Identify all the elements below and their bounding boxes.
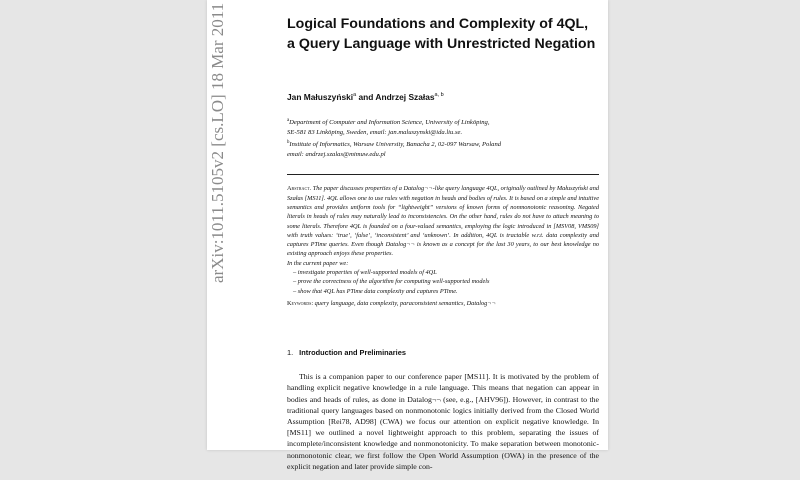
keywords [287, 299, 599, 308]
keywords-value: query language, data complexity, paraconsistent semantics, Datalog¬¬ [313, 299, 496, 307]
list-item: – show that 4QL has PTime data complexity and captures PTime. [293, 287, 599, 296]
list-item: – investigate properties of well-supported models of 4QL [293, 268, 599, 277]
paper-page [207, 0, 608, 471]
affil-b-line-2: email: andrzej.szalas@mimuw.edu.pl [287, 151, 386, 159]
title-line-2: a Query Language with Unrestricted Negation [287, 36, 596, 52]
author-list [287, 92, 599, 102]
header-rule [287, 174, 599, 175]
affiliations [287, 116, 599, 160]
keywords-label: Keywords: [287, 299, 314, 307]
arxiv-stamp: arXiv:1011.5105v2 [cs.LO] 18 Mar 2011 [208, 2, 227, 283]
abstract-intro: In the current paper we: [287, 259, 349, 267]
abstract [287, 184, 599, 268]
author-2-mark: a, b [434, 92, 444, 99]
section-title: Introduction and Preliminaries [299, 348, 406, 358]
author-1-mark: a [353, 92, 357, 99]
author-and: and [356, 92, 376, 102]
paper-content [287, 14, 599, 480]
title-line-1: Logical Foundations and Complexity of 4QL, [287, 16, 589, 32]
list-item: – prove the correctness of the algorithm for computing well-supported models [293, 277, 599, 286]
abstract-label: Abstract. [287, 185, 312, 193]
affil-b-mark: b [287, 140, 290, 146]
section-heading [287, 348, 599, 357]
affil-a-line-2: SE-581 83 Linköping, Sweden, email: jan.maluszynski@ida.liu.se. [287, 129, 463, 137]
affil-a-line-1: Department of Computer and Information Science, University of Linköping, [289, 119, 490, 127]
affil-b-line-1: Institute of Informatics, Warsaw University, Banacha 2, 02-097 Warsaw, Poland [289, 141, 502, 149]
body-paragraph: This is a companion paper to our conference paper [MS11]. It is motivated by the problem of handling explicit negative knowledge in a rule language. This means that negation can appear in bodies and heads of rules, as done in Datalog¬¬ (see, e.g., [AHV96]). However, in contrast to the traditional query languages based on nonmonotonic logics initially derived from the Closed World Assumption [Rei78, AD98] (CWA) we focus our attention on explicit negative knowledge. In [MS11] we outlined a novel lightweight approach to this problem, separating the issues of incomplete/inconsistent knowledge and nonmonotonicity. To make separation between monotonic-nonmonotonic clear, we first follow the Open World Assumption (OWA) in the presence of the explicit negation and later provide simple con- [287, 372, 599, 471]
affil-a-mark: a [287, 118, 290, 123]
section-number: 1. [287, 348, 294, 358]
abstract-text: The paper discusses properties of a Datalog¬¬-like query language 4QL, originally outlined by Małuszyński and Szałas [MS11]. 4QL allows one to use rules with negation in heads and bodies of rules. It is based on a simple and intuitive semantics and provides uniform tools for “lightweight” versions of known forms of nonmonotonic reasoning. Negated literals in heads of rules may naturally lead to inconsistencies. On the other hand, rules do not have to attach meaning to some literals. Therefore 4QL is founded on a four-valued semantics, employing the logic introduced in [MSV08, VMS09] with truth values: ‘true’, ‘false’, ‘inconsistent’ and ‘unknown’. In addition, 4QL is tractable w.r.t. data complexity and captures PTime queries. Even though Datalog¬¬ is known as a concept for the last 30 years, to our best knowledge no existing approach enjoys these properties. [287, 185, 599, 258]
paper-title [287, 14, 599, 54]
author-1: Jan Małuszyński [287, 92, 354, 102]
abstract-bullets [287, 268, 599, 296]
author-2: Andrzej Szałas [375, 92, 435, 102]
